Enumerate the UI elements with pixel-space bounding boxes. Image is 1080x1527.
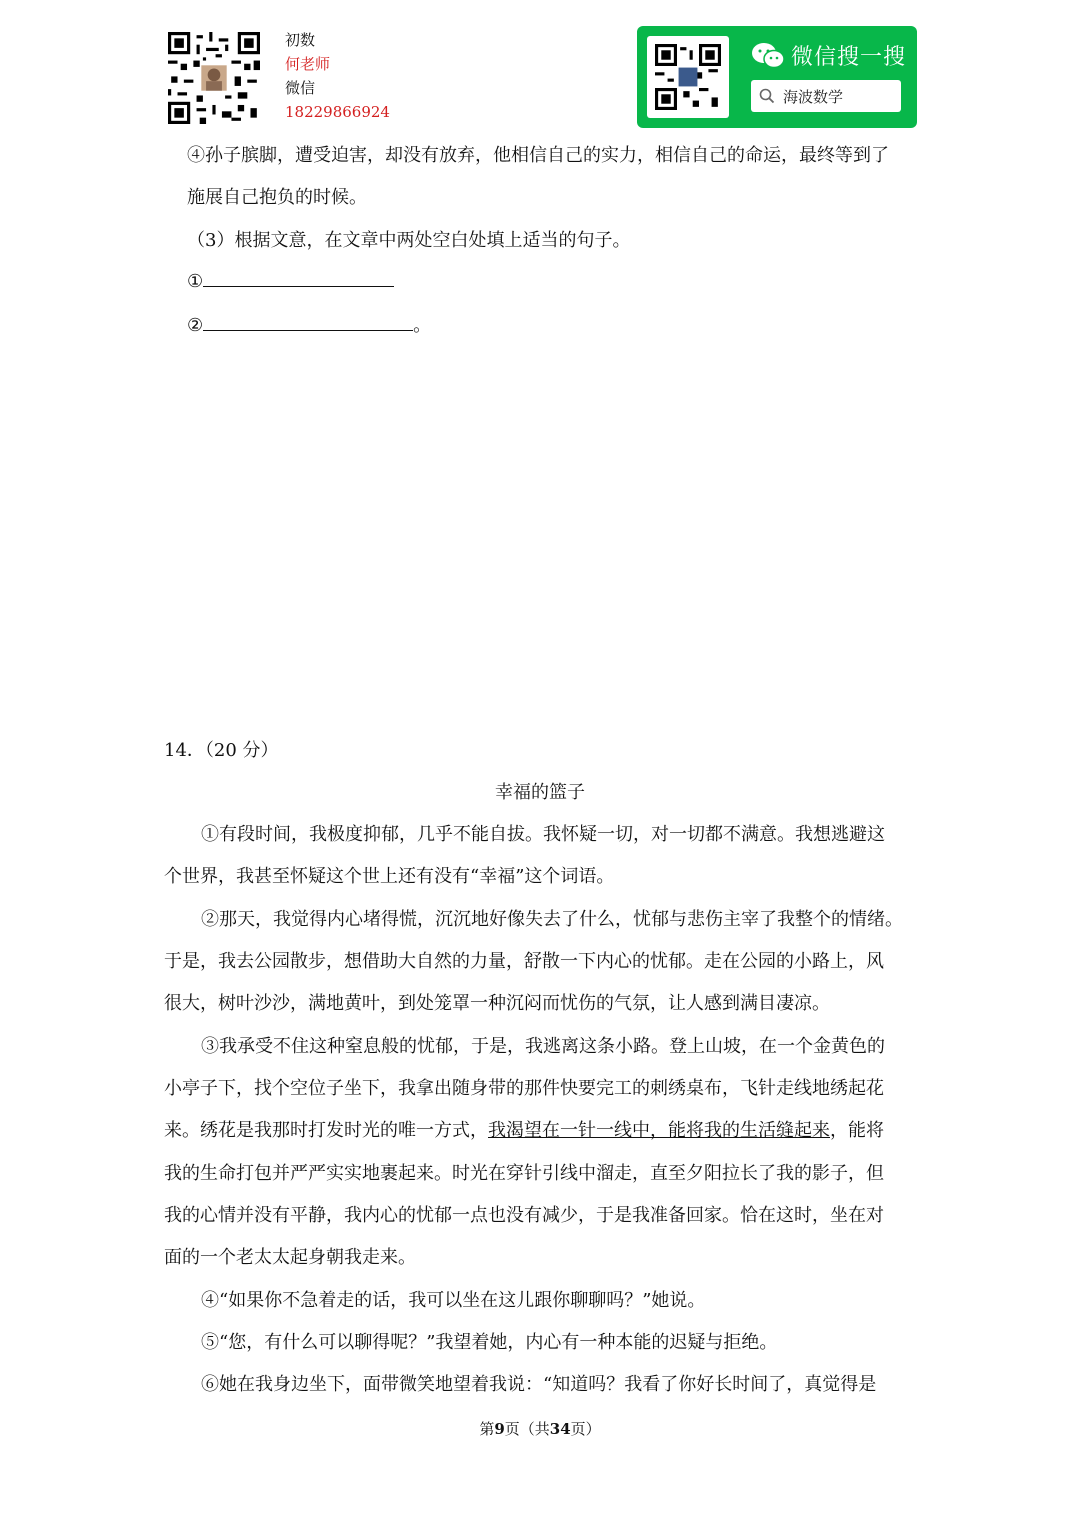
q14-number: 14．（20 分） [164, 740, 279, 761]
footer-suffix: 页） [570, 1420, 601, 1438]
q14-line: ⑤“您，有什么可以聊得呢？”我望着她，内心有一种本能的迟疑与拒绝。 [201, 1332, 778, 1353]
banner-qr-code [647, 36, 729, 118]
q14-line: 我的生命打包并严严实实地裹起来。时光在穿针引线中溜走，直至夕阳拉长了我的影子，但 [164, 1163, 884, 1184]
wechat-search-banner [637, 26, 917, 128]
qr-code-icon [655, 44, 721, 110]
q14-line: 小亭子下，找个空位子坐下，我拿出随身带的那件快要完工的刺绣桌布，飞针走线地绣起花 [164, 1078, 884, 1099]
blank-1-label: ① [187, 271, 204, 292]
answer-blank-2[interactable] [203, 312, 413, 331]
q14-line: ②那天，我觉得内心堵得慌，沉沉地好像失去了什么，忧郁与悲伤主宰了我整个的情绪。 [201, 909, 903, 930]
q14-line: 我的心情并没有平静，我内心的忧郁一点也没有减少，于是我准备回家。恰在这时，坐在对 [164, 1205, 884, 1226]
line-text-before: 来。绣花是我那时打发时光的唯一方式， [164, 1120, 488, 1141]
wechat-logo-icon [751, 42, 785, 70]
wechat-label: 微信 [285, 79, 316, 97]
page-number: 9 [494, 1420, 505, 1438]
q13-blank-2 [187, 311, 431, 337]
footer-mid: 页（共 [504, 1420, 550, 1438]
q14-line: 个世界，我甚至怀疑这个世上还有没有“幸福”这个词语。 [164, 866, 615, 887]
q14-line: 很大，树叶沙沙，满地黄叶，到处笼罩一种沉闷而忧伤的气氛，让人感到满目凄凉。 [164, 993, 830, 1014]
total-pages: 34 [549, 1420, 571, 1438]
q13-blank-1 [187, 268, 394, 292]
phone-number: 18229866924 [285, 103, 390, 121]
search-icon [759, 88, 775, 104]
q14-line: 于是，我去公园散步，想借助大自然的力量，舒散一下内心的忧郁。走在公园的小路上，风 [164, 951, 884, 972]
q14-line: ⑥她在我身边坐下，面带微笑地望着我说：“知道吗？我看了你好长时间了，真觉得是 [201, 1374, 877, 1395]
banner-search-box[interactable] [751, 80, 901, 112]
q14-line-underlined-sentence [164, 1116, 884, 1142]
q13-subquestion-3: （3）根据文意，在文章中两处空白处填上适当的句子。 [187, 230, 631, 251]
q14-line: ①有段时间，我极度抑郁，几乎不能自拔。我怀疑一切，对一切都不满意。我想逃避这 [201, 824, 885, 845]
banner-title: 微信搜一搜 [791, 45, 907, 70]
q14-title: 幸福的篮子 [495, 782, 585, 803]
q13-item4-line2: 施展自己抱负的时候。 [187, 187, 367, 208]
contact-info [285, 28, 390, 124]
line-text-after: ，能将 [830, 1120, 884, 1141]
contact-line-1: 初数 [285, 31, 316, 49]
page-footer [0, 1418, 1080, 1439]
teacher-name: 何老师 [285, 55, 331, 73]
q14-line: 面的一个老太太起身朝我走来。 [164, 1247, 416, 1268]
blank-2-label: ② [187, 315, 204, 336]
q14-line: ④“如果你不急着走的话，我可以坐在这儿跟你聊聊吗？”她说。 [201, 1290, 706, 1311]
blank-2-end: 。 [413, 315, 432, 336]
q14-line: ③我承受不住这种窒息般的忧郁，于是，我逃离这条小路。登上山坡，在一个金黄色的 [201, 1036, 885, 1057]
underlined-sentence: 我渴望在一针一线中，能将我的生活缝起来 [488, 1120, 830, 1141]
answer-blank-1[interactable] [203, 268, 394, 287]
footer-prefix: 第 [479, 1420, 495, 1438]
banner-search-text: 海波数学 [783, 88, 844, 106]
qr-code-image [168, 32, 260, 124]
q13-item4-line1: ④孙子膑脚，遭受迫害，却没有放弃，他相信自己的实力，相信自己的命运，最终等到了 [187, 145, 889, 166]
